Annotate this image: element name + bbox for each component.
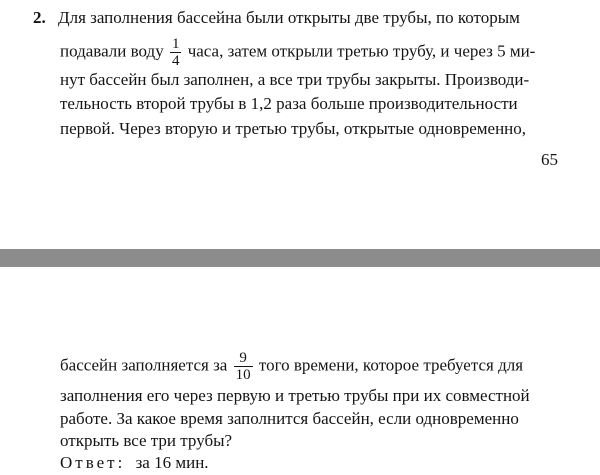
line-6-after: того времени, которое требуется для — [258, 355, 524, 375]
page-divider — [0, 249, 600, 267]
answer-label: Ответ: — [60, 453, 126, 472]
fraction-numerator: 1 — [171, 36, 180, 52]
answer-value: за 16 мин. — [135, 453, 209, 472]
line-9: открыть все три трубы? — [60, 431, 233, 450]
line-5: первой. Через вторую и третью трубы, открытые одновременно, — [60, 119, 527, 138]
line-7: заполнения его через первую и третью трубы при их совместной — [60, 386, 530, 405]
line-8: работе. За какое время заполнится бассейн, если одновременно — [60, 409, 519, 428]
fraction-denominator: 10 — [235, 367, 251, 383]
answer-line — [60, 453, 209, 473]
line-1-text: Для заполнения бассейна были открыты две трубы, по которым — [58, 8, 520, 27]
line-2-after: часа, затем открыли третью трубу, и через 5 ми- — [187, 41, 536, 61]
line-4: тельность второй трубы в 1,2 раза больше производительности — [60, 94, 518, 113]
line-3: нут бассейн был заполнен, а все три трубы закрыты. Производи- — [60, 70, 530, 89]
line-6-before: бассейн заполняется за — [60, 355, 228, 375]
line-2-before: подавали воду — [60, 41, 164, 61]
fraction-nine-tenths — [234, 350, 253, 383]
fraction-denominator: 4 — [171, 53, 180, 69]
fraction-numerator: 9 — [234, 350, 253, 367]
problem-number: 2. — [33, 8, 46, 27]
line-6 — [60, 350, 523, 383]
page-number: 65 — [541, 150, 558, 169]
line-2 — [60, 36, 535, 69]
fraction-one-quarter — [170, 36, 182, 69]
line-1 — [33, 8, 520, 28]
